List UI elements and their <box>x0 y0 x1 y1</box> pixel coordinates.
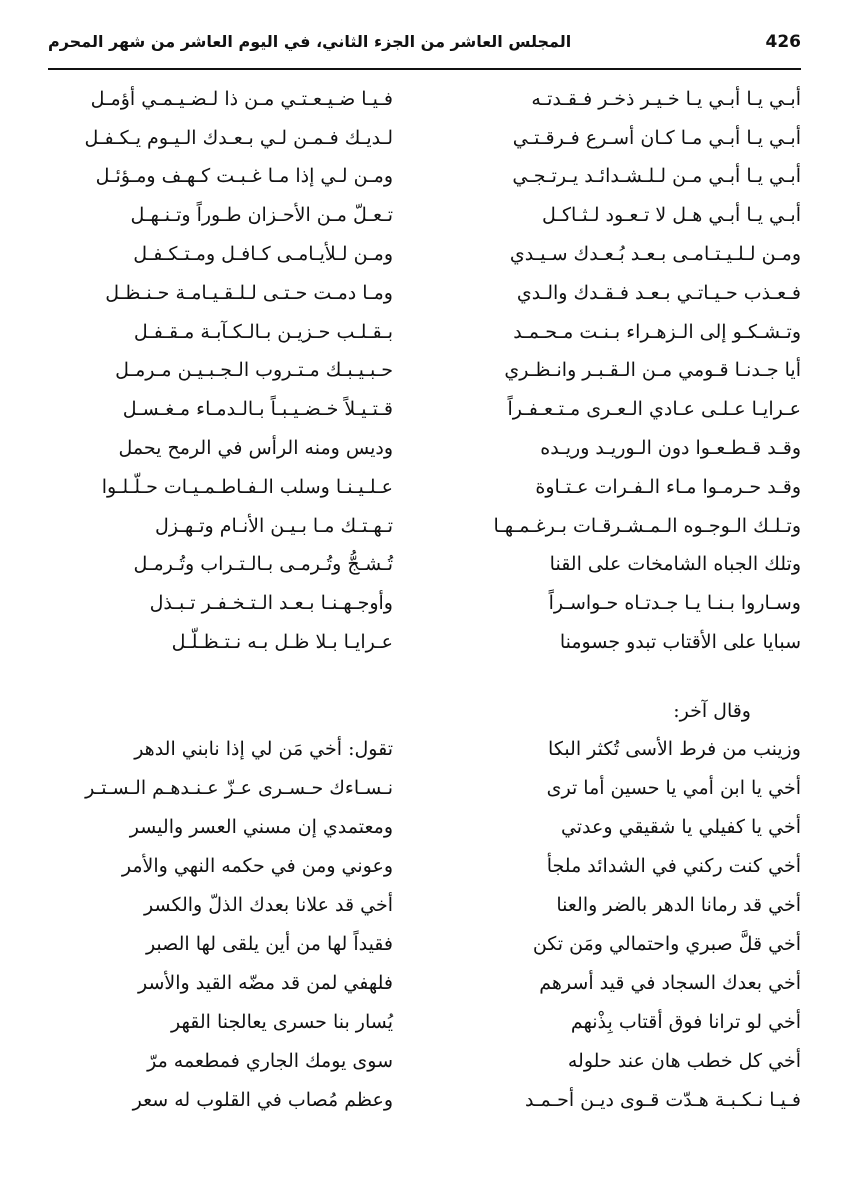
first-hemistich: وسـاروا بـنـا يـا جـدتـاه حـواسـراً <box>548 592 801 615</box>
first-hemistich: أبـي يـا أبـي مـن لـلـشـدائـد يـرتـجـي <box>512 165 801 188</box>
first-hemistich: أخي بعدك السجاد في قيد أسرهم <box>539 972 801 994</box>
second-hemistich: قـتـيـلاً خـضـيـبـاً بـالـدمـاء مـغـسـل <box>122 398 393 421</box>
first-hemistich: أبـي يـا أبـي مـا كـان أسـرع فـرقـتـي <box>512 126 801 149</box>
first-hemistich: فـعـذب حـيـاتـي بـعـد فـقـدك والـدي <box>516 281 801 304</box>
couplet <box>48 546 801 585</box>
couplet <box>48 808 801 847</box>
second-hemistich: ومـن لـلأيـامـى كـافـل ومـتـكـفـل <box>133 243 393 266</box>
couplet <box>48 80 801 119</box>
couplet <box>48 390 801 429</box>
couplet <box>48 1081 801 1120</box>
second-hemistich: فقيداً لها من أين يلقى لها الصبر <box>145 933 393 955</box>
couplet <box>48 925 801 964</box>
first-hemistich: سبايا على الأقتاب تبدو جسومنا <box>559 631 801 654</box>
second-hemistich: وعوني ومن في حكمه النهي والأمر <box>121 855 393 877</box>
section-intro: وقال آخر: <box>673 700 751 722</box>
couplet <box>48 584 801 623</box>
second-hemistich: تُـشـجُّ وتُـرمـى بـالـتـراب وتُـرمـل <box>133 553 393 576</box>
second-hemistich: فـيـا ضـيـعـتـي مـن ذا لـضـيـمـي أؤمـل <box>90 87 393 110</box>
couplet <box>48 119 801 158</box>
second-hemistich: لـديـك فـمـن لـي بـعـدك الـيـوم يـكـفـل <box>84 126 393 149</box>
first-hemistich: عـرايـا عـلـى عـادي الـعـرى مـتـعـفـراً <box>507 398 801 421</box>
couplet <box>48 886 801 925</box>
poem-two <box>48 730 801 1120</box>
first-hemistich: وقـد قـطـعـوا دون الـوريـد وريـده <box>540 437 801 460</box>
first-hemistich: وقـد حـرمـوا مـاء الـفـرات عـتـاوة <box>535 475 801 498</box>
second-hemistich: يُسار بنا حسرى يعالجنا القهر <box>171 1011 393 1033</box>
second-hemistich: تقول: أخي مَن لي إذا نابني الدهر <box>134 738 393 760</box>
second-hemistich: تـعـلّ مـن الأحـزان طـوراً وتـنـهـل <box>130 204 393 227</box>
second-hemistich: نـسـاءك حـسـرى عـزّ عـنـدهـم الـسـتـر <box>85 777 393 799</box>
first-hemistich: أبـي يـا أبـي هـل لا تـعـود لـثـاكـل <box>542 204 801 227</box>
first-hemistich: أبـي يـا أبـي يـا خـيـر ذخـر فـقـدتـه <box>531 87 801 110</box>
second-hemistich: ومـا دمـت حـتـى لـلـقـيـامـة حـنـظـل <box>105 281 393 304</box>
page-number: 426 <box>765 32 801 52</box>
second-hemistich: ومعتمدي إن مسني العسر واليسر <box>129 816 393 838</box>
second-hemistich: فلهفي لمن قد مضّه القيد والأسر <box>138 972 393 994</box>
running-title: المجلس العاشر من الجزء الثاني، في اليوم العاشر من شهر المحرم <box>48 32 572 51</box>
second-hemistich: بـقـلـب حـزيـن بـالـكـآبـة مـقـفـل <box>133 320 393 343</box>
couplet <box>48 623 801 662</box>
first-hemistich: وتـشـكـو إلى الـزهـراء بـنـت مـحـمـد <box>513 320 801 343</box>
first-hemistich: أخي قلَّ صبري واحتمالي ومَن تكن <box>532 933 801 955</box>
couplet <box>48 847 801 886</box>
first-hemistich: أيا جـدنـا قـومي مـن الـقـبـر وانـظـري <box>504 359 801 382</box>
couplet <box>48 429 801 468</box>
first-hemistich: وتلك الجباه الشامخات على القنا <box>549 553 801 576</box>
first-hemistich: أخي يا ابن أمي يا حسين أما ترى <box>546 777 801 799</box>
first-hemistich: ومـن لـلـيـتـامـى بـعـد بُـعـدك سـيـدي <box>509 243 801 266</box>
second-hemistich: عـلـيـنـا وسلب الـفـاطـمـيـات حـلّـلـوا <box>101 475 393 498</box>
couplet <box>48 158 801 197</box>
first-hemistich: وتـلـك الـوجـوه الـمـشـرقـات بـرغـمـهـا <box>493 514 801 537</box>
second-hemistich: وديس ومنه الرأس في الرمح يحمل <box>118 437 393 460</box>
couplet <box>48 769 801 808</box>
couplet <box>48 964 801 1003</box>
second-hemistich: سوى يومك الجاري فمطعمه مرّ <box>147 1050 393 1072</box>
poem-one <box>48 80 801 662</box>
first-hemistich: أخي كنت ركني في الشدائد ملجأ <box>546 855 801 877</box>
couplet <box>48 274 801 313</box>
couplet <box>48 352 801 391</box>
first-hemistich: وزينب من فرط الأسى تُكثر البكا <box>548 738 801 760</box>
first-hemistich: فـيـا نـكـبـة هـدّت قـوى ديـن أحـمـد <box>524 1089 801 1111</box>
page-header <box>48 28 801 70</box>
couplet <box>48 196 801 235</box>
second-hemistich: حـبـيـبـك مـتـروب الـجـبـيـن مـرمـل <box>115 359 393 382</box>
couplet <box>48 1042 801 1081</box>
first-hemistich: أخي لو ترانا فوق أقتاب بِذْنهم <box>570 1011 801 1033</box>
first-hemistich: أخي كل خطب هان عند حلوله <box>567 1050 801 1072</box>
couplet <box>48 507 801 546</box>
second-hemistich: وعظم مُصاب في القلوب له سعر <box>132 1089 393 1111</box>
couplet <box>48 730 801 769</box>
second-hemistich: ومـن لـي إذا مـا غـبـت كـهـف ومـؤئـل <box>95 165 393 188</box>
couplet <box>48 313 801 352</box>
couplet <box>48 468 801 507</box>
second-hemistich: أخي قد علانا بعدك الذلّ والكسر <box>144 894 393 916</box>
first-hemistich: أخي يا كفيلي يا شقيقي وعدتي <box>560 816 801 838</box>
couplet <box>48 235 801 274</box>
couplet <box>48 1003 801 1042</box>
first-hemistich: أخي قد رمانا الدهر بالضر والعنا <box>556 894 801 916</box>
second-hemistich: تـهـتـك مـا بـيـن الأنـام وتـهـزل <box>155 514 393 537</box>
second-hemistich: وأوجـهـنـا بـعـد الـتـخـفـر تـبـذل <box>149 592 393 615</box>
second-hemistich: عـرايـا بـلا ظـل بـه نـتـظـلّـل <box>171 631 393 654</box>
